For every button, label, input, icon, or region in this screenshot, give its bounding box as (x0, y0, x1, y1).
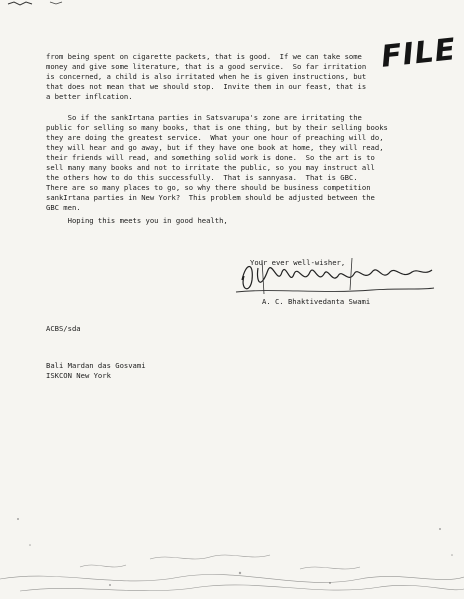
addressee-block (46, 361, 146, 381)
scan-artifacts (0, 459, 464, 599)
paragraph-2-line: sell many many books and not to irritate the public, so you may instruct all (46, 163, 375, 172)
paragraph-2-line: they will hear and go away, but if they have one book at home, they will read, (46, 143, 384, 152)
closing-line: Hoping this meets you in good health, (46, 216, 228, 225)
paragraph-2-line: their friends will read, and something solid work is done. So the art is to (46, 153, 375, 162)
paragraph-2-line: So if the sankIrtana parties in Satsvarupa's zone are irritating the (46, 113, 362, 122)
valediction: Your ever well-wisher, (250, 258, 346, 267)
addressee-line: Bali Mardan das Gosvami (46, 361, 146, 371)
corner-scan-marks (0, 0, 100, 14)
paragraph-1-line: from being spent on cigarette packets, that is good. If we can take some (46, 52, 362, 61)
paragraph-2-line: public for selling so many books, that is one thing, but by their selling books (46, 123, 388, 132)
paragraph-1 (46, 52, 418, 102)
paragraph-2-line: There are so many places to go, so why there should be business competition (46, 183, 371, 192)
paragraph-2-line: the others how to do this successfully. That is sannyasa. That is GBC. (46, 173, 358, 182)
paragraph-1-line: that does not mean that we should stop. Invite them in our feast, that is (46, 82, 367, 91)
reference-initials: ACBS/sda (46, 324, 81, 333)
paragraph-1-line: a better inflcation. (46, 92, 133, 101)
paragraph-2-line: they are doing the greatest service. What your one hour of preaching will do, (46, 133, 384, 142)
signer-name: A. C. Bhaktivedanta Swami (262, 297, 371, 306)
addressee-line: ISKCON New York (46, 371, 111, 381)
file-stamp: FILE (379, 32, 458, 75)
paragraph-2-line: GBC men. (46, 203, 81, 212)
paragraph-2 (46, 113, 418, 213)
paragraph-2-line: sankIrtana parties in New York? This problem should be adjusted between the (46, 193, 375, 202)
paragraph-1-line: money and give some literature, that is a good service. So far irritation (46, 62, 367, 71)
paragraph-1-line: is concerned, a child is also irritated when he is given instructions, but (46, 72, 367, 81)
